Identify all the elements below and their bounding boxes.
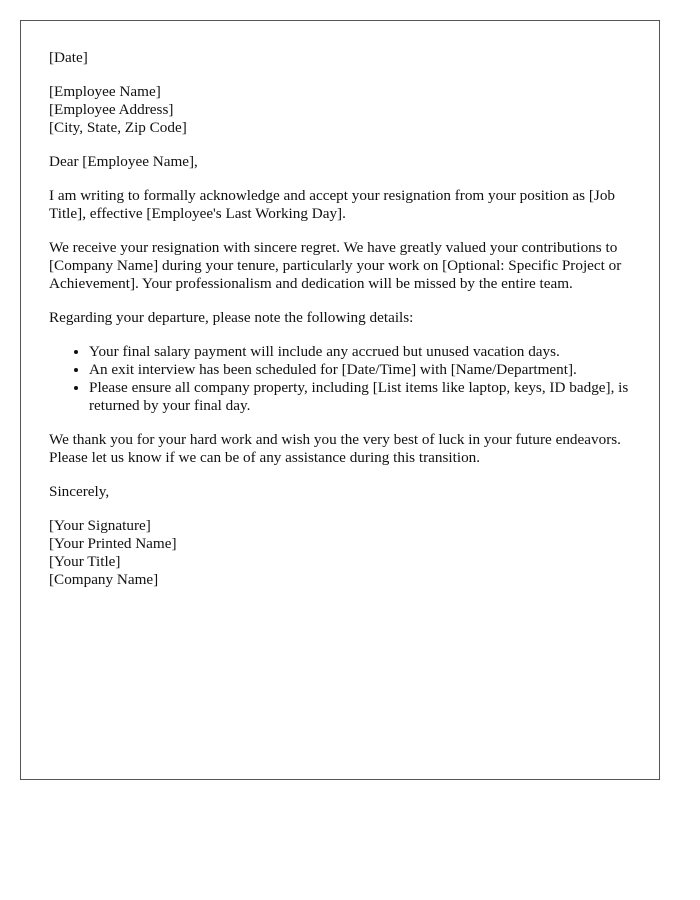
paragraph-departure-intro: Regarding your departure, please note the following details: (49, 309, 414, 326)
closing-salutation: Sincerely, (49, 483, 110, 500)
recipient-block (49, 83, 631, 137)
greeting: Dear [Employee Name], (49, 153, 198, 170)
printed-name-line: [Your Printed Name] (49, 535, 177, 552)
company-line: [Company Name] (49, 571, 159, 588)
signature-block (49, 517, 631, 589)
recipient-name: [Employee Name] (49, 83, 161, 100)
recipient-address: [Employee Address] (49, 101, 174, 118)
paragraph-acknowledgement: I am writing to formally acknowledge and accept your resignation from your position as [Job Title], effective [Employee's Last Working Day]. (49, 187, 616, 222)
title-line: [Your Title] (49, 553, 121, 570)
detail-item-exit-interview: • An exit interview has been scheduled for [Date/Time] with [Name/Department]. (89, 361, 631, 379)
recipient-city-state-zip: [City, State, Zip Code] (49, 119, 187, 136)
letter-date: [Date] (49, 49, 88, 66)
paragraph-appreciation: We receive your resignation with sincere regret. We have greatly valued your contributions to [Company Name] during your tenure, particularly your work on [Optional: Specific Project or Achievement]. Your professionalism and dedication will be missed by the entire team. (49, 239, 622, 292)
departure-details-list (49, 343, 631, 415)
detail-item-company-property: • Please ensure all company property, including [List items like laptop, keys, ID badge], is returned by your final day. (89, 379, 631, 415)
signature-line: [Your Signature] (49, 517, 151, 534)
letter-page (20, 20, 660, 780)
detail-item-salary: • Your final salary payment will include any accrued but unused vacation days. (89, 343, 631, 361)
paragraph-closing: We thank you for your hard work and wish you the very best of luck in your future endeavors. Please let us know if we can be of any assistance during this transition. (49, 431, 621, 466)
